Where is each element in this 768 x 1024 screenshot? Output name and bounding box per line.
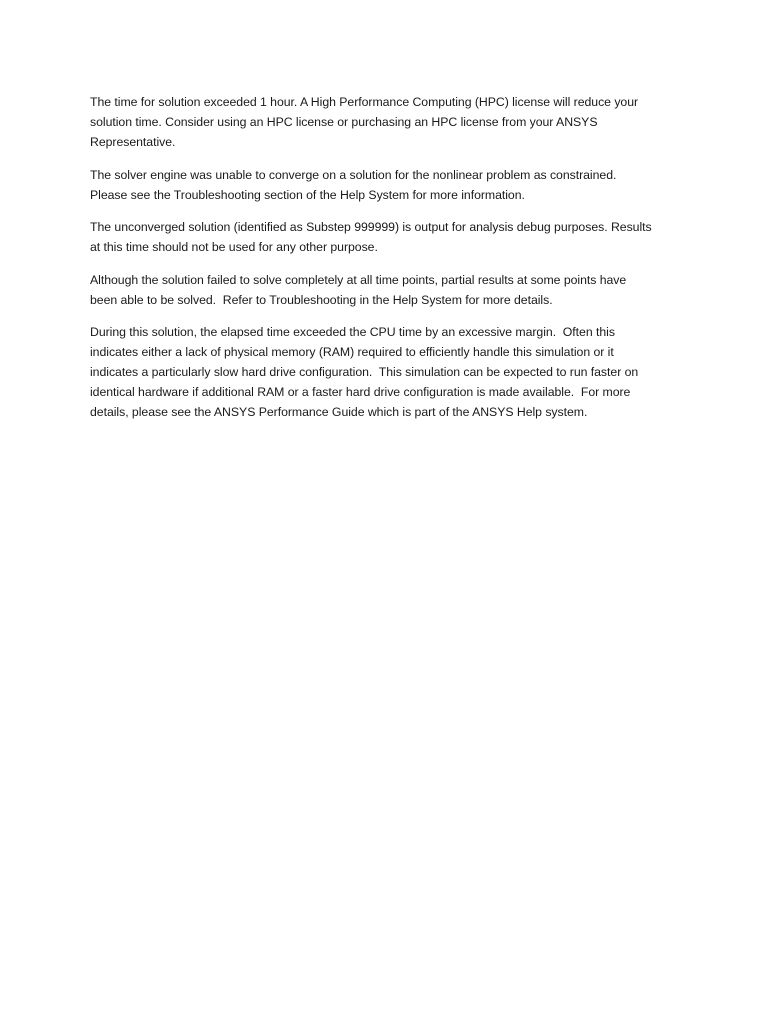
paragraph-unconverged-solution: The unconverged solution (identified as Substep 999999) is output for analysis debug purposes. Results at this time should not be used for any other purpose.	[90, 220, 652, 254]
paragraph-hpc-license: The time for solution exceeded 1 hour. A High Performance Computing (HPC) license will reduce your solution time. Consider using an HPC license or purchasing an HPC license from your ANSYS Representative.	[90, 95, 639, 149]
document-body	[90, 92, 680, 435]
paragraph-performance-guide: During this solution, the elapsed time exceeded the CPU time by an excessive margin. Often this indicates either a lack of physical memory (RAM) required to efficiently handle this simulation or it indicates a particularly slow hard drive configuration. This simulation can be expected to run faster on identical hardware if additional RAM or a faster hard drive configuration is made available. For more details, please see the ANSYS Performance Guide which is part of the ANSYS Help system.	[90, 325, 639, 419]
paragraph-partial-results: Although the solution failed to solve completely at all time points, partial results at some points have been able to be solved. Refer to Troubleshooting in the Help System for more details.	[90, 272, 627, 307]
paragraph-solver-convergence: The solver engine was unable to converge on a solution for the nonlinear problem as constrained. Please see the Troubleshooting section of the Help System for more information.	[90, 167, 617, 202]
